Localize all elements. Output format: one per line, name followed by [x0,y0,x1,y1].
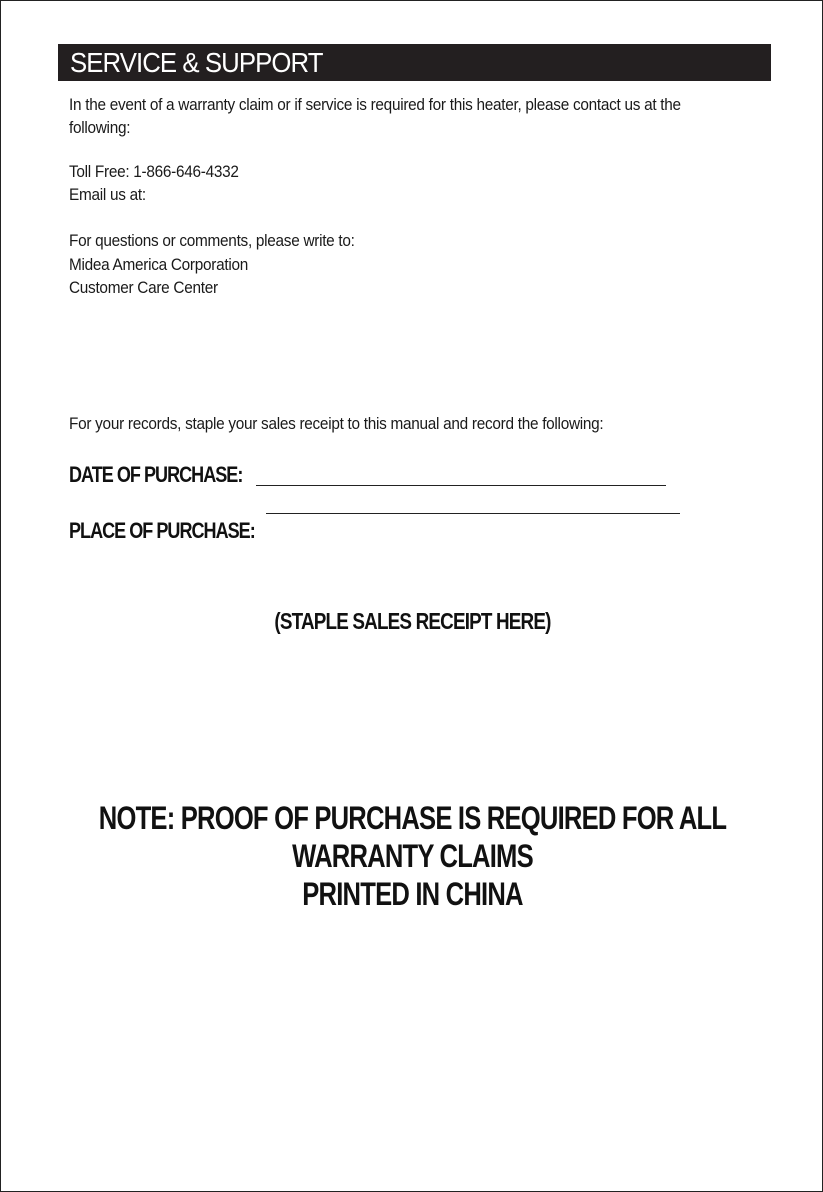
section-title: SERVICE & SUPPORT [70,47,323,78]
records-instruction: For your records, staple your sales receipt to this manual and record the following: [69,415,604,433]
note-line-1: NOTE: PROOF OF PURCHASE IS REQUIRED FOR ALL [98,800,727,836]
date-of-purchase-line [256,485,666,486]
toll-free-number: Toll Free: 1-866-646-4332 [69,163,239,181]
department-name: Customer Care Center [69,279,218,297]
printed-in-label: PRINTED IN CHINA [302,876,523,912]
place-of-purchase-label: PLACE OF PURCHASE: [69,518,255,543]
mail-prompt: For questions or comments, please write to: [69,232,355,250]
intro-text-line-1: In the event of a warranty claim or if service is required for this heater, please contact us at the [69,96,681,114]
section-header-bar [58,44,771,81]
proof-of-purchase-note [1,799,823,913]
staple-receipt-instruction: (STAPLE SALES RECEIPT HERE) [274,608,551,634]
intro-text-line-2: following: [69,119,131,137]
place-of-purchase-line [266,513,680,514]
note-line-2: WARRANTY CLAIMS [292,838,533,874]
email-label: Email us at: [69,186,146,204]
date-of-purchase-label: DATE OF PURCHASE: [69,462,243,487]
company-name: Midea America Corporation [69,256,248,274]
